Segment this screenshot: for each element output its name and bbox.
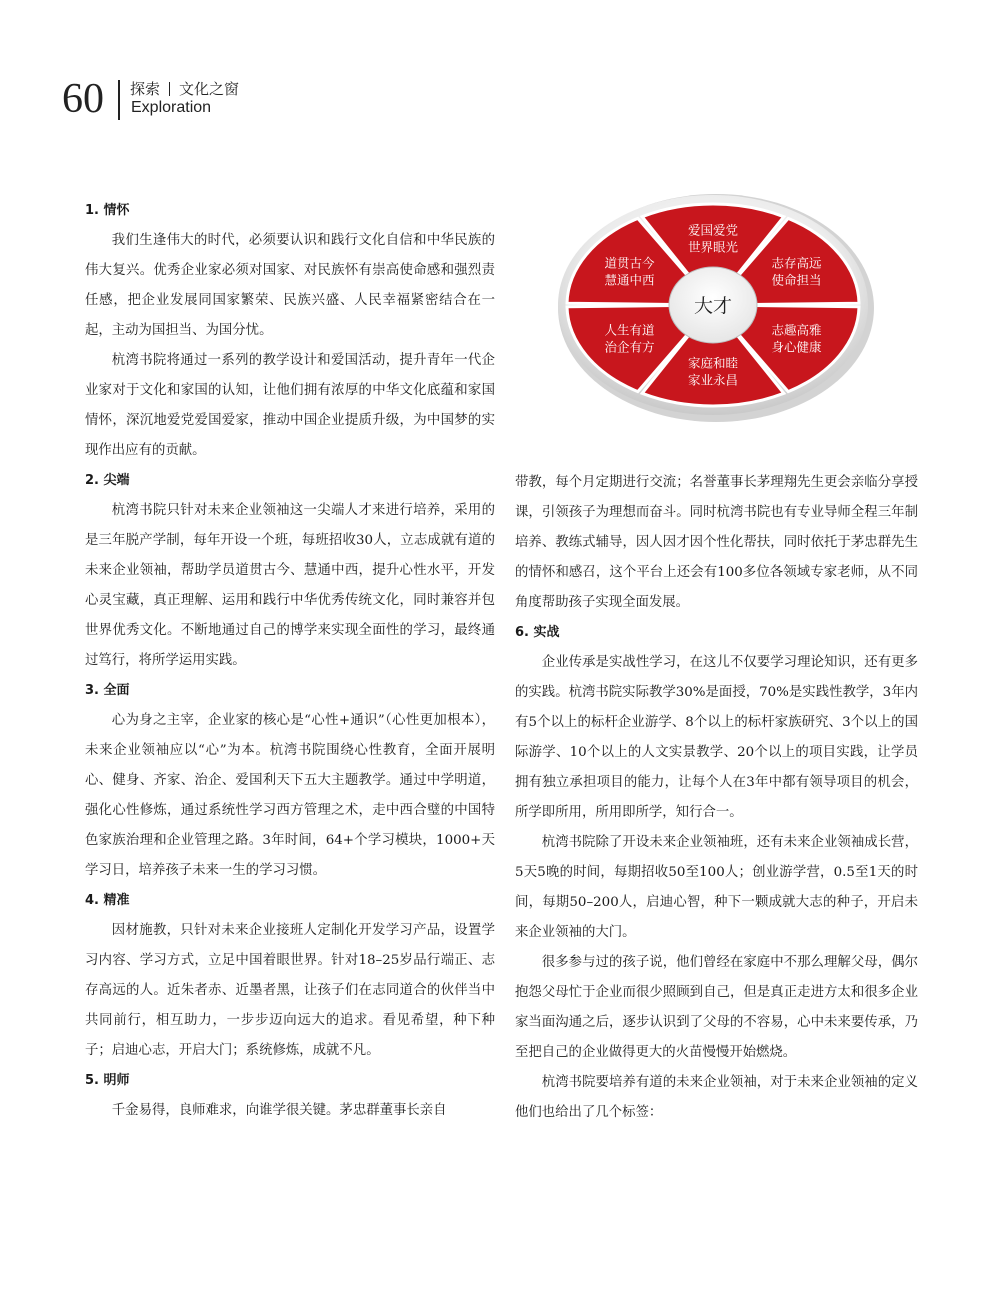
segment-label: 爱国爱党 [687, 222, 739, 238]
heading-qinghuai: 1. 情怀 [85, 203, 130, 218]
segment-label: 世界眼光 [687, 239, 739, 255]
segment-label: 身心健康 [771, 339, 822, 355]
heading-shizhan: 6. 实战 [515, 625, 560, 640]
page-number: 60 [62, 76, 104, 122]
segment-label: 家庭和睦 [687, 355, 739, 371]
segment-label: 志趣高雅 [771, 322, 822, 338]
paragraph: 我们生逢伟大的时代，必须要认识和践行文化自信和中华民族的伟大复兴。优秀企业家必须对国家、对民族怀有崇高使命感和强烈责任感，把企业发展同国家繁荣、民族兴盛、人民幸福紧密结合在一起，主动为国担当、为国分忧。 [85, 233, 495, 338]
heading-quanmian: 3. 全面 [85, 683, 130, 698]
section-title-en: Exploration [131, 99, 212, 116]
paragraph: 千金易得，良师难求，向谁学很关键。茅忠群董事长亲自 [111, 1103, 447, 1118]
paragraph-continued: 带教，每个月定期进行交流；名誉董事长茅理翔先生更会亲临分享授课，引领孩子为理想而奋斗。同时杭湾书院也有专业导师全程三年制培养、教练式辅导，因人因才因个性化帮扶，同时依托于茅忠群先生的情怀和感召，这个平台上还会有100多位各领域专家老师，从不同角度帮助孩子实现全面发展。 [515, 475, 918, 610]
segment-label: 慧通中西 [604, 272, 655, 288]
segment-label: 人生有道 [604, 322, 655, 338]
heading-mingshi: 5. 明师 [85, 1073, 130, 1088]
segment-label: 志存高远 [771, 255, 822, 271]
segment-label: 道贯古今 [604, 255, 655, 271]
section-title [130, 78, 239, 99]
paragraph: 杭湾书院除了开设未来企业领袖班，还有未来企业领袖成长营，5天5晚的时间，每期招收50至100人；创业游学营，0.5至1天的时间，每期50–200人，启迪心智，种下一颗成就大志的种子，开启未来企业领袖的大门。 [515, 835, 918, 940]
talent-diagram-svg [548, 192, 878, 437]
subsection-label: 文化之窗 [179, 80, 240, 98]
paragraph: 因材施教，只针对未来企业接班人定制化开发学习产品，设置学习内容、学习方式，立足中国着眼世界。针对18–25岁品行端正、志存高远的人。近朱者赤、近墨者黑，让孩子们在志同道合的伙伴当中共同前行，相互助力，一步步迈向远大的追求。看见希望，种下种子；启迪心志，开启大门；系统修炼，成就不凡。 [85, 923, 495, 1058]
heading-jianduan: 2. 尖端 [85, 473, 130, 488]
section-separator [169, 82, 170, 96]
section-label: 探索 [130, 80, 161, 98]
paragraph: 企业传承是实战性学习，在这儿不仅要学习理论知识，还有更多的实践。杭湾书院实际教学30%是面授，70%是实践性教学，3年内有5个以上的标杆企业游学、8个以上的标杆家族研究、3个以上的国际游学、10个以上的人文实景教学、20个以上的项目实践，让学员拥有独立承担项目的能力，让每个人在3年中都有领导项目的机会，所学即所用，所用即所学，知行合一。 [515, 655, 918, 820]
segment-label: 家业永昌 [687, 372, 739, 388]
paragraph: 杭湾书院要培养有道的未来企业领袖，对于未来企业领袖的定义他们也给出了几个标签： [515, 1075, 918, 1120]
left-column [85, 196, 495, 1126]
paragraph: 杭湾书院只针对未来企业领袖这一尖端人才来进行培养，采用的是三年脱产学制，每年开设一个班，每班招收30人，立志成就有道的未来企业领袖，帮助学员道贯古今、慧通中西，提升心性水平，开发心灵宝藏，真正理解、运用和践行中华优秀传统文化，同时兼容并包世界优秀文化。不断地通过自己的博学来实现全面性的学习，最终通过笃行，将所学运用实践。 [85, 503, 495, 668]
header-divider [118, 80, 120, 120]
segment-label: 治企有方 [604, 339, 655, 355]
paragraph: 很多参与过的孩子说，他们曾经在家庭中不那么理解父母，偶尔抱怨父母忙于企业而很少照顾到自己，但是真正走进方太和很多企业家当面沟通之后，逐步认识到了父母的不容易，心中未来要传承，乃至把自己的企业做得更大的火苗慢慢开始燃烧。 [515, 955, 918, 1060]
talent-diagram [548, 192, 878, 437]
segment-label: 使命担当 [771, 272, 822, 288]
paragraph: 心为身之主宰，企业家的核心是“心性+通识”（心性更加根本），未来企业领袖应以“心”为本。杭湾书院围绕心性教育，全面开展明心、健身、齐家、治企、爱国利天下五大主题教学。通过中学明道，强化心性修炼，通过系统性学习西方管理之术，走中西合璧的中国特色家族治理和企业管理之路。3年时间，64+个学习模块，1000+天学习日，培养孩子未来一生的学习习惯。 [85, 713, 495, 878]
right-column [515, 468, 918, 1128]
center-label: 大才 [693, 295, 733, 317]
heading-jingzhun: 4. 精准 [85, 893, 130, 908]
paragraph: 杭湾书院将通过一系列的教学设计和爱国活动，提升青年一代企业家对于文化和家国的认知，让他们拥有浓厚的中华文化底蕴和家国情怀，深沉地爱党爱国爱家，推动中国企业提质升级，为中国梦的实现作出应有的贡献。 [85, 353, 495, 458]
